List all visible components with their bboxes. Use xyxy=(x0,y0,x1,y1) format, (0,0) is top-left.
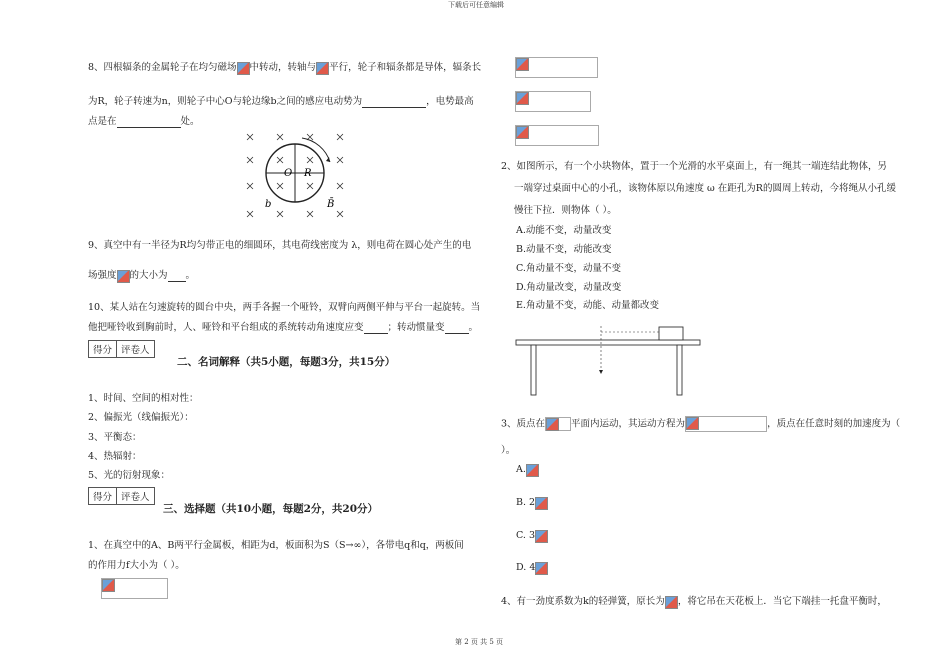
c3-line: 3、质点在 平面内运动，其运动方程为 ，质点在任意时刻的加速度为（ xyxy=(501,416,900,432)
label-field-b: B̄ xyxy=(327,199,335,210)
option[interactable]: A.动能不变，动量改变 xyxy=(516,225,612,236)
page-header: 下载后可任意编辑 xyxy=(448,1,504,9)
formula-image-box xyxy=(545,417,571,431)
term-item: 4、热辐射： xyxy=(88,451,142,462)
field-cross xyxy=(307,211,313,217)
formula-image-box xyxy=(515,91,591,112)
field-cross xyxy=(277,211,283,217)
field-cross xyxy=(277,134,283,140)
score-box: 得分 评卷人 xyxy=(88,340,155,358)
wheel-diagram xyxy=(236,128,356,224)
field-cross xyxy=(307,157,313,163)
field-cross xyxy=(277,157,283,163)
q8-line1: 8、四根辐条的金属轮子在均匀磁场 中转动，转轴与 平行，轮子和辐条都是导体，辐条长 xyxy=(88,62,482,73)
option[interactable]: B. 2 xyxy=(516,497,548,510)
pull-arrow xyxy=(599,370,603,374)
page-footer: 第 2 页 共 5 页 xyxy=(455,638,504,646)
answer-blank[interactable] xyxy=(364,322,388,334)
field-cross xyxy=(277,183,283,189)
term-item: 2、偏振光（线偏振光）： xyxy=(88,412,194,423)
option[interactable]: C. 3 xyxy=(516,530,548,543)
formula-image-icon xyxy=(516,92,529,105)
q10-line2: 他把哑铃收到胸前时，人、哑铃和平台组成的系统转动角速度应变 ；转动惯量变 。 xyxy=(88,322,479,333)
c2-line3: 慢往下拉．则物体（ ）。 xyxy=(514,205,617,216)
formula-image-icon xyxy=(102,579,115,592)
q9-line2: 场强度 的大小为 。 xyxy=(88,270,196,281)
term-item: 5、光的衍射现象： xyxy=(88,470,171,481)
q8-line3: 点是在 处。 xyxy=(88,116,200,127)
q8-line2: 为R，轮子转速为n，则轮子中心O与轮边缘b之间的感应电动势为 ，电势最高 xyxy=(88,96,474,107)
option[interactable]: B.动量不变，动能改变 xyxy=(516,244,612,255)
q9-line1: 9、真空中有一半径为R均匀带正电的细圆环，其电荷线密度为 λ，则电荷在圆心处产生的电 xyxy=(88,240,472,251)
option[interactable]: A. xyxy=(516,464,539,477)
q10-line1: 10、某人站在匀速旋转的圆台中央，两手各握一个哑铃，双臂向两侧平伸与平台一起旋转。当 xyxy=(88,302,481,313)
section-title: 二、名词解释（共5小题，每题3分，共15分） xyxy=(177,356,396,368)
formula-image-icon xyxy=(117,270,130,283)
field-cross xyxy=(337,134,343,140)
option[interactable]: D.角动量改变，动量改变 xyxy=(516,282,622,293)
formula-image-box xyxy=(101,578,168,599)
label-o: O xyxy=(284,168,293,179)
formula-image-icon xyxy=(665,596,678,609)
formula-image-icon xyxy=(526,464,539,477)
term-item: 1、时间、空间的相对性： xyxy=(88,393,199,404)
option[interactable]: D. 4 xyxy=(516,562,548,575)
formula-image-box xyxy=(515,57,598,78)
field-cross xyxy=(337,157,343,163)
label-r: R xyxy=(304,168,312,179)
formula-image-icon xyxy=(316,62,329,75)
term-item: 3、平衡态： xyxy=(88,432,142,443)
table-leg-right xyxy=(677,345,682,395)
formula-image-icon xyxy=(516,58,529,71)
formula-image-icon xyxy=(546,418,559,431)
formula-image-icon xyxy=(535,562,548,575)
field-cross xyxy=(247,183,253,189)
formula-image-icon xyxy=(535,497,548,510)
answer-blank[interactable] xyxy=(168,270,186,282)
formula-image-icon xyxy=(535,530,548,543)
field-cross xyxy=(337,183,343,189)
section-title: 三、选择题（共10小题，每题2分，共20分） xyxy=(163,503,379,515)
table-top xyxy=(516,340,700,345)
block xyxy=(659,327,683,340)
c3-line2: ）。 xyxy=(501,445,516,456)
c2-line1: 2、如图所示，有一个小块物体，置于一个光滑的水平桌面上，有一绳其一端连结此物体，另 xyxy=(501,161,888,172)
option[interactable]: C.角动量不变，动量不变 xyxy=(516,263,621,274)
c1-line2: 的作用力f大小为（ ）。 xyxy=(88,560,185,571)
c1-line1: 1、在真空中的A、B两平行金属板，相距为d，板面积为S（S→∞），各带电q和q，两板间 xyxy=(88,540,464,551)
field-cross xyxy=(247,157,253,163)
formula-image-icon xyxy=(516,126,529,139)
answer-blank[interactable] xyxy=(445,322,469,334)
formula-image-box xyxy=(515,125,599,146)
formula-image-icon xyxy=(686,417,699,430)
c4-line: 4、有一劲度系数为k的轻弹簧，原长为 ，将它吊在天花板上．当它下端挂一托盘平衡时， xyxy=(501,596,887,607)
answer-blank[interactable] xyxy=(362,96,426,108)
answer-blank[interactable] xyxy=(117,116,181,128)
field-cross xyxy=(247,211,253,217)
table-diagram xyxy=(513,322,703,398)
option[interactable]: E.角动量不变，动能、动量都改变 xyxy=(516,300,659,311)
field-cross xyxy=(337,211,343,217)
field-cross xyxy=(247,134,253,140)
formula-image-box xyxy=(685,416,767,432)
formula-image-icon xyxy=(237,62,250,75)
field-cross xyxy=(307,183,313,189)
label-b: b xyxy=(265,199,272,210)
score-box: 得分 评卷人 xyxy=(88,487,155,505)
table-leg-left xyxy=(531,345,536,395)
c2-line2: 一端穿过桌面中心的小孔，该物体原以角速度 ω 在距孔为R的圆周上转动，今将绳从小孔缓 xyxy=(514,183,896,194)
rotation-arrow xyxy=(302,138,330,162)
